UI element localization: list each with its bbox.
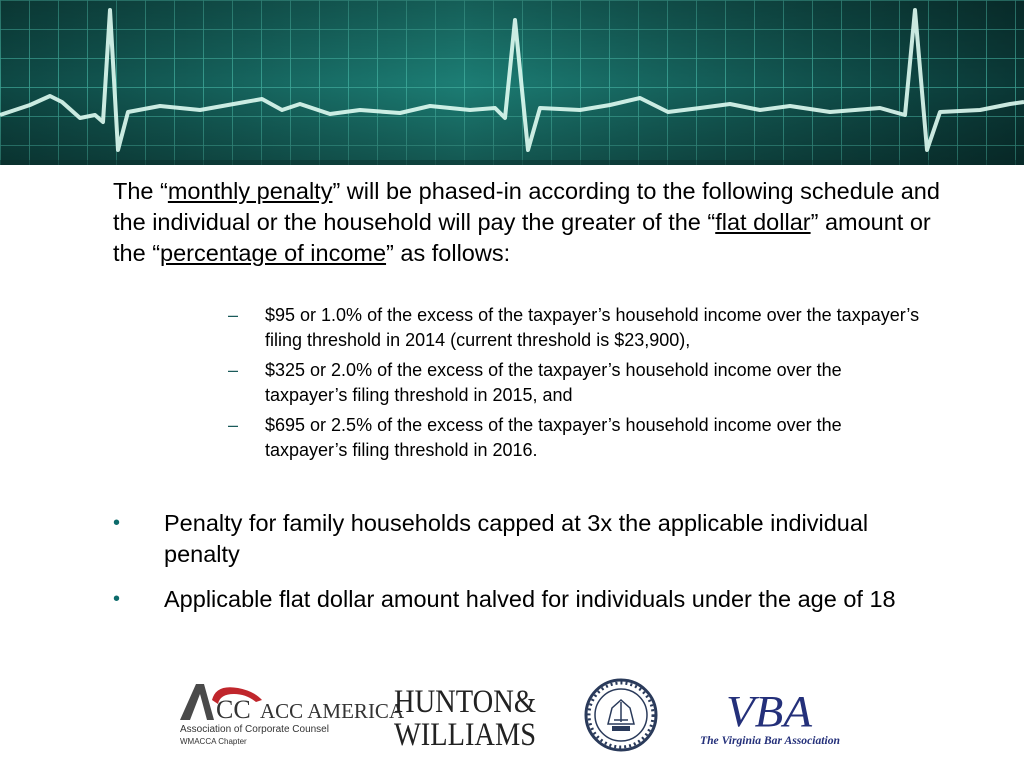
bullet-marker: • <box>113 512 121 534</box>
intro-text-4: ” as follows: <box>386 240 511 266</box>
schedule-item-text: $325 or 2.0% of the excess of the taxpayer’s household income over the taxpayer’s filing threshold in 2015, and <box>265 360 842 405</box>
svg-text:The Virginia Bar Association: The Virginia Bar Association <box>700 733 841 747</box>
term-flat-dollar: flat dollar <box>715 209 811 235</box>
schedule-item <box>228 358 928 408</box>
vba-logo <box>696 680 846 750</box>
sponsor-logos <box>0 672 1024 762</box>
hunton-williams-logo <box>392 682 540 753</box>
bullet-item <box>113 584 943 615</box>
schedule-item-text: $95 or 1.0% of the excess of the taxpayer’s household income over the taxpayer’s filing threshold in 2014 (current threshold is $23,900), <box>265 305 920 350</box>
svg-text:HUNTON&: HUNTON& <box>394 684 537 720</box>
svg-text:WMACCA Chapter: WMACCA Chapter <box>180 737 247 746</box>
dash-marker: – <box>228 415 239 435</box>
acc-america-logo <box>176 680 405 752</box>
intro-text-3: ” amount or the “ <box>113 209 931 266</box>
city-seal-logo <box>584 678 658 752</box>
intro-text-1: The “ <box>113 178 168 204</box>
bullet-item-text: Applicable flat dollar amount halved for individuals under the age of 18 <box>164 586 896 612</box>
term-percentage-of-income: percentage of income <box>160 240 387 266</box>
bullet-list <box>113 508 943 629</box>
svg-text:Association of Corporate Couns: Association of Corporate Counsel <box>180 724 329 735</box>
dash-marker: – <box>228 360 239 380</box>
svg-text:ACC AMERICA: ACC AMERICA <box>260 699 405 723</box>
svg-text:WILLIAMS: WILLIAMS <box>394 717 536 753</box>
bullet-marker: • <box>113 588 121 610</box>
term-monthly-penalty: monthly penalty <box>167 178 333 204</box>
bullet-item-text: Penalty for family households capped at 3x the applicable individual penalty <box>164 510 869 567</box>
penalty-schedule-list <box>228 303 928 468</box>
schedule-item-text: $695 or 2.5% of the excess of the taxpayer’s household income over the taxpayer’s filing threshold in 2016. <box>265 415 842 460</box>
intro-paragraph <box>113 176 953 269</box>
bullet-item <box>113 508 943 570</box>
intro-text-2: ” will be phased-in according to the following schedule and the individual or the household will pay the greater of the “ <box>113 178 940 235</box>
svg-text:VBA: VBA <box>726 687 814 736</box>
schedule-item <box>228 413 928 463</box>
svg-text:CC: CC <box>216 695 251 724</box>
schedule-item <box>228 303 928 353</box>
dash-marker: – <box>228 305 239 325</box>
